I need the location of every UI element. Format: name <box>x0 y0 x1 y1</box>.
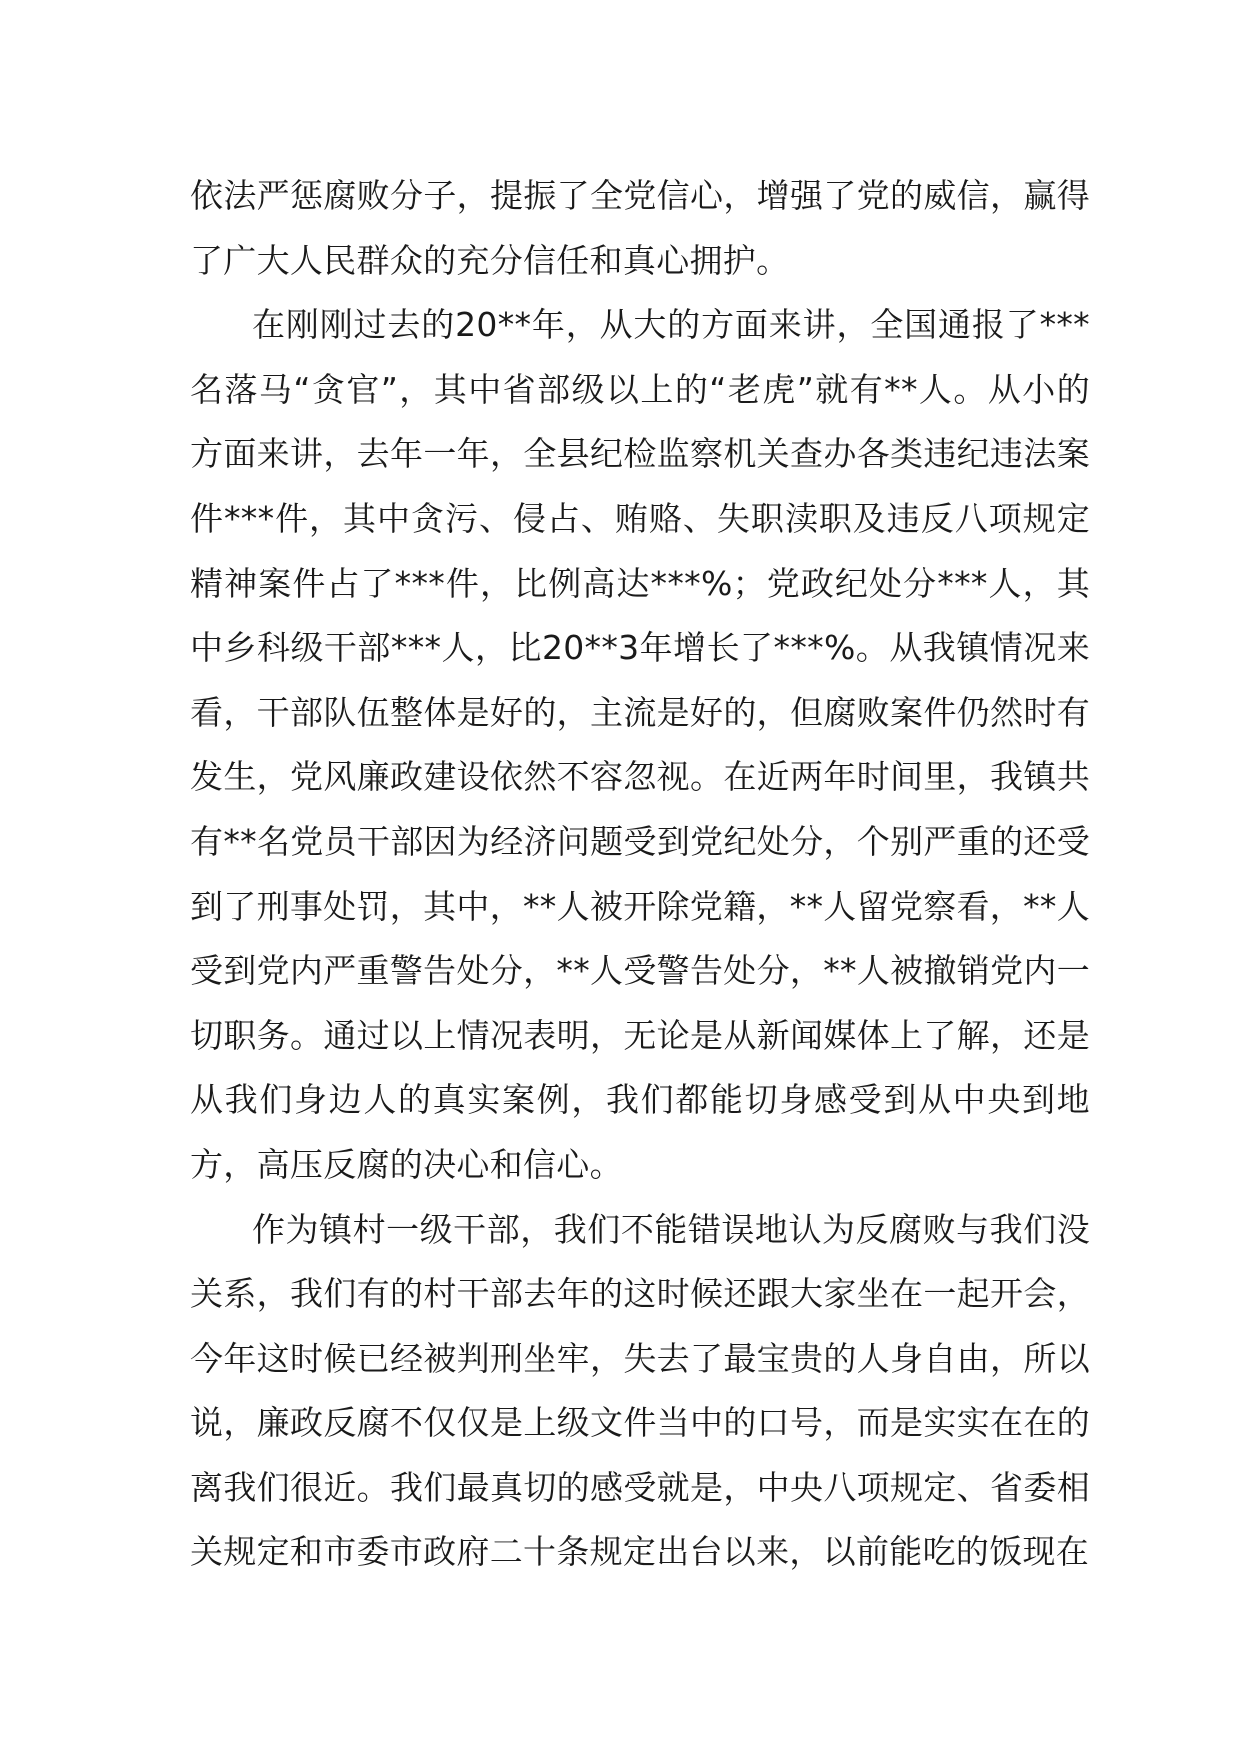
paragraph: 在刚刚过去的20**年，从大的方面来讲，全国通报了***名落马“贪官”，其中省部级以上的“老虎”就有**人。从小的方面来讲，去年一年，全县纪检监察机关查办各类违纪违法案件***件，其中贪污、侵占、贿赂、失职渎职及违反八项规定精神案件占了***件，比例高达***%；党政纪处分***人，其中乡科级干部***人，比20**3年增长了***%。从我镇情况来看，干部队伍整体是好的，主流是好的，但腐败案件仍然时有发生，党风廉政建设依然不容忽视。在近两年时间里，我镇共有**名党员干部因为经济问题受到党纪处分，个别严重的还受到了刑事处罚，其中，**人被开除党籍，**人留党察看，**人受到党内严重警告处分，**人受警告处分，**人被撤销党内一切职务。通过以上情况表明，无论是从新闻媒体上了解，还是从我们身边人的真实案例，我们都能切身感受到从中央到地方，高压反腐的决心和信心。 <box>190 305 1090 1184</box>
body-text <box>190 164 1090 1585</box>
paragraph: 作为镇村一级干部，我们不能错误地认为反腐败与我们没关系，我们有的村干部去年的这时候还跟大家坐在一起开会，今年这时候已经被判刑坐牢，失去了最宝贵的人身自由，所以说，廉政反腐不仅仅是上级文件当中的口号，而是实实在在的离我们很近。我们最真切的感受就是，中央八项规定、省委相关规定和市委市政府二十条规定出台以来，以前能吃的饭现在 <box>190 1209 1090 1572</box>
paragraph: 依法严惩腐败分子，提振了全党信心，增强了党的威信，赢得了广大人民群众的充分信任和真心拥护。 <box>190 176 1090 280</box>
